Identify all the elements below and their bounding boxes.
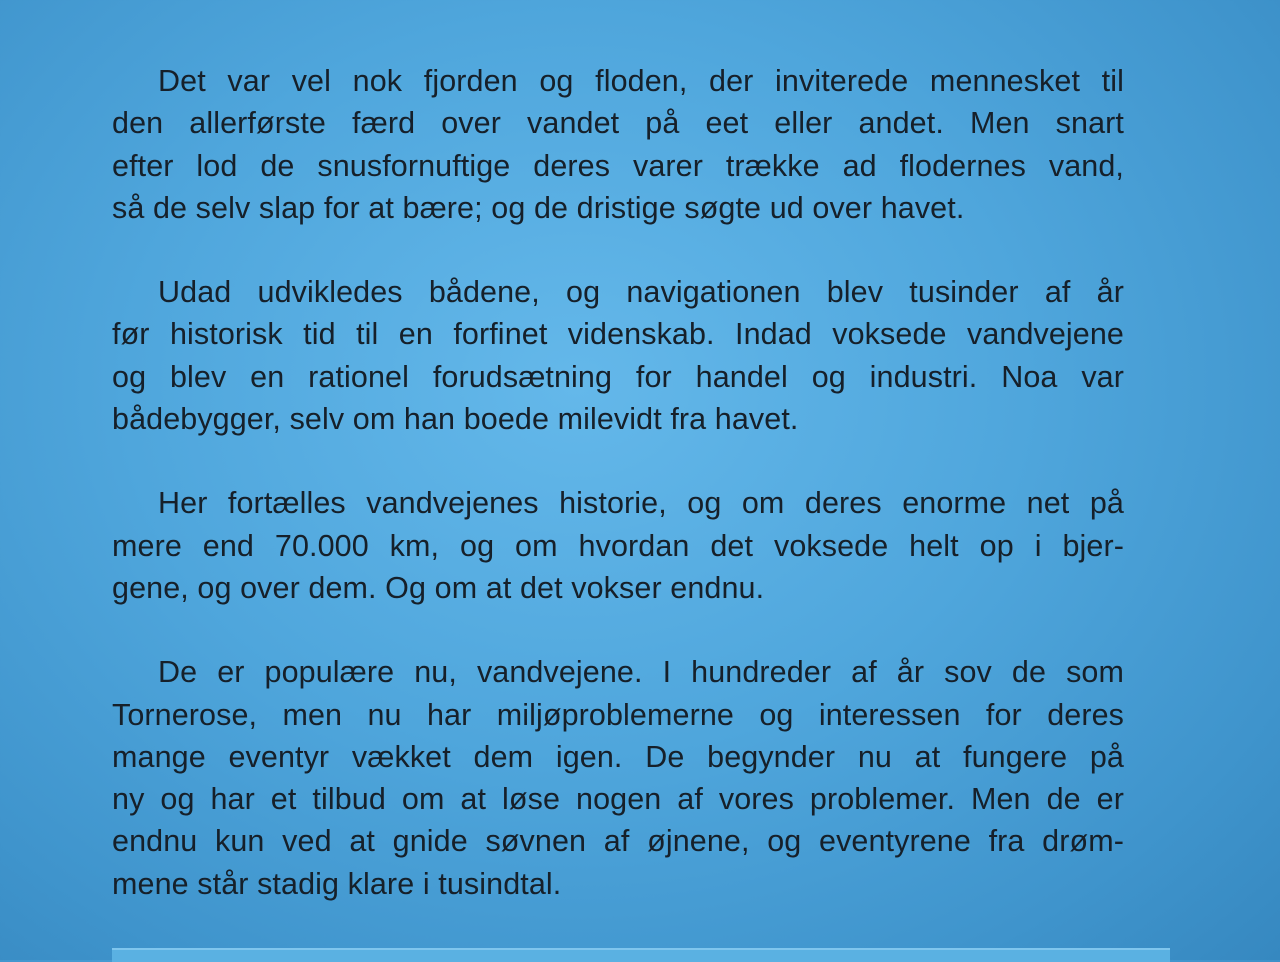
text-line: mene står stadig klare i tusindtal. <box>112 866 562 901</box>
text-line: bådebygger, selv om han boede milevidt fra havet. <box>112 402 799 437</box>
text-line: efter lod de snusfornuftige deres varer trække ad flodernes vand, <box>112 148 1124 183</box>
text-line: endnu kun ved at gnide søvnen af øjnene, og eventyrene fra drøm- <box>112 824 1124 859</box>
text-line: så de selv slap for at bære; og de dristige søgte ud over havet. <box>112 190 965 225</box>
book-back-cover-text <box>112 60 1124 947</box>
text-line: Det var vel nok fjorden og floden, der inviterede mennesket til <box>158 64 1124 98</box>
text-line: mere end 70.000 km, og om hvordan det voksede helt op i bjer- <box>112 528 1124 563</box>
paragraph-4 <box>112 651 1124 905</box>
text-line: mange eventyr vækket dem igen. De begynder nu at fungere på <box>112 739 1124 774</box>
text-line: Her fortælles vandvejenes historie, og om deres enorme net på <box>158 486 1124 521</box>
text-line: Tornerose, men nu har miljøproblemerne og interessen for deres <box>112 697 1124 732</box>
paragraph-2 <box>112 271 1124 440</box>
paragraph-1 <box>112 60 1124 229</box>
text-line: før historisk tid til en forfinet videnskab. Indad voksede vandvejene <box>112 317 1124 352</box>
paragraph-3 <box>112 482 1124 609</box>
text-line: og blev en rationel forudsætning for handel og industri. Noa var <box>112 359 1124 394</box>
text-line: ny og har et tilbud om at løse nogen af vores problemer. Men de er <box>112 782 1124 817</box>
text-line: Udad udvikledes bådene, og navigationen blev tusinder af år <box>158 275 1124 310</box>
text-line: De er populære nu, vandvejene. I hundreder af år sov de som <box>158 655 1124 690</box>
text-line: gene, og over dem. Og om at det vokser endnu. <box>112 570 765 605</box>
text-line: den allerførste færd over vandet på eet eller andet. Men snart <box>112 106 1124 141</box>
